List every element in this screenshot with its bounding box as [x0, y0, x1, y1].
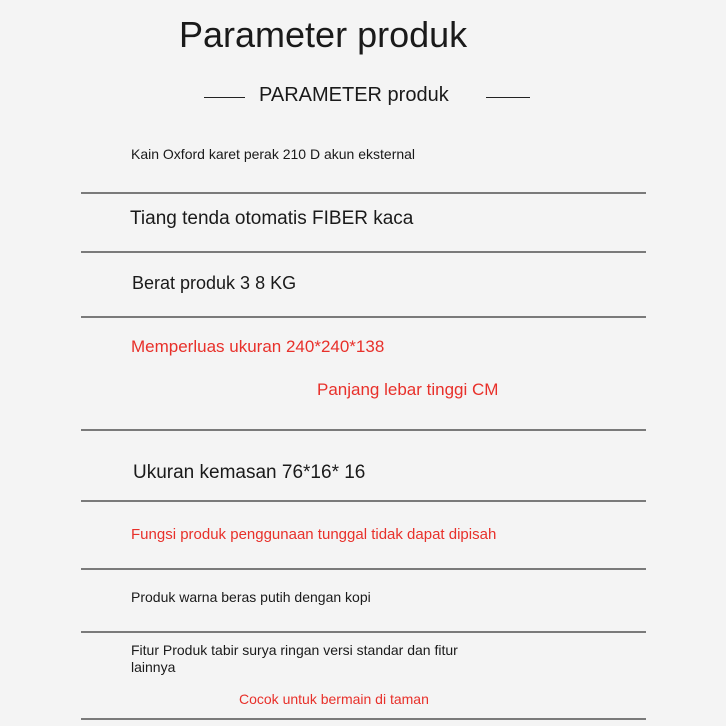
divider: [81, 251, 646, 253]
divider: [81, 568, 646, 570]
page-subtitle: PARAMETER produk: [259, 84, 449, 106]
param-size: Memperluas ukuran 240*240*138: [131, 337, 385, 356]
param-package: Ukuran kemasan 76*16* 16: [133, 462, 366, 483]
divider: [81, 316, 646, 318]
divider: [81, 631, 646, 633]
param-feature: Fitur Produk tabir surya ringan versi standar dan fitur: [131, 642, 458, 658]
param-color: Produk warna beras putih dengan kopi: [131, 589, 371, 605]
param-function: Fungsi produk penggunaan tunggal tidak dapat dipisah: [131, 526, 497, 543]
divider: [81, 500, 646, 502]
subtitle-right-dash: [486, 97, 530, 98]
divider: [81, 718, 646, 720]
divider: [81, 429, 646, 431]
param-fabric: Kain Oxford karet perak 210 D akun eksternal: [131, 146, 416, 162]
param-size-note: Panjang lebar tinggi CM: [317, 380, 499, 399]
param-pole: Tiang tenda otomatis FIBER kaca: [130, 208, 414, 229]
param-weight: Berat produk 3 8 KG: [132, 273, 297, 293]
divider: [81, 192, 646, 194]
subtitle-left-dash: [204, 97, 245, 98]
param-feature-note: Cocok untuk bermain di taman: [239, 691, 429, 707]
param-feature-cont: lainnya: [131, 659, 176, 675]
page-title: Parameter produk: [179, 14, 468, 55]
